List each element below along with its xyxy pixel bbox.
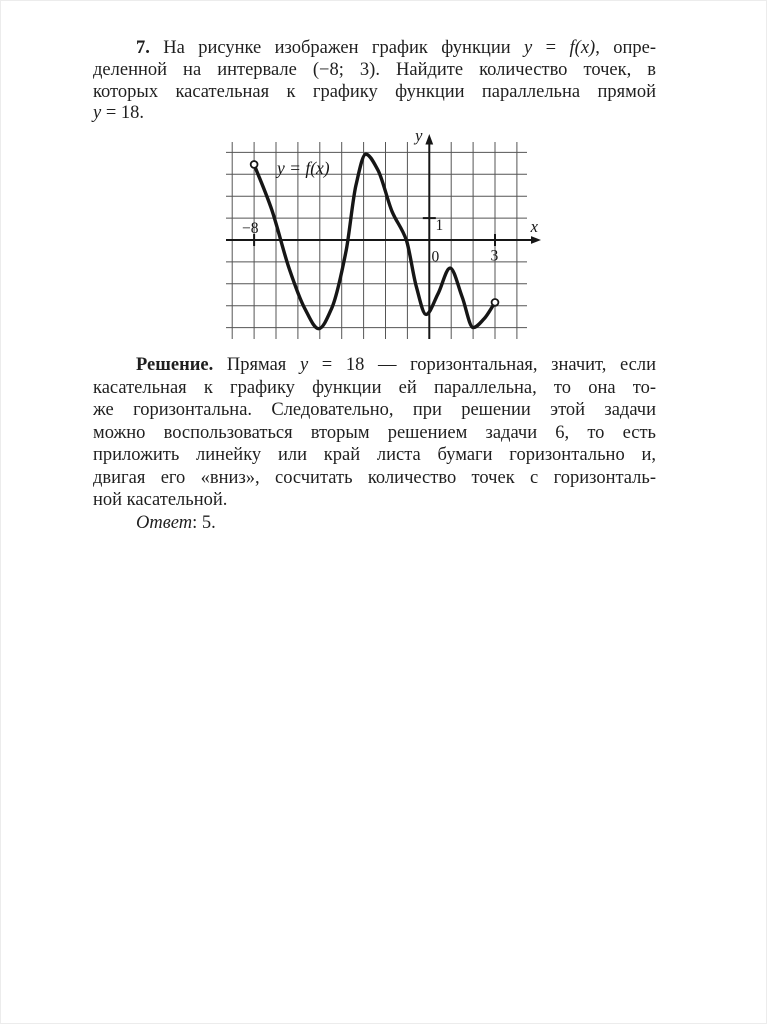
- solution-line-6: двигая его «вниз», сосчитать количество точек с горизонталь-: [93, 467, 656, 488]
- math-func: f(x): [569, 38, 596, 58]
- solution-paragraph: [93, 354, 656, 534]
- function-curve: [254, 154, 495, 329]
- problem-paragraph: [93, 38, 656, 125]
- problem-line-3: которых касательная к графику функции параллельна прямой: [93, 81, 656, 102]
- y-axis-label: y: [415, 126, 423, 145]
- solution-line-3: же горизонтальна. Следовательно, при решении этой задачи: [93, 400, 656, 420]
- x-tick-label-minus8: −8: [242, 220, 259, 237]
- open-endpoint-right: [492, 299, 499, 306]
- problem-line-2: деленной на интервале (−8; 3). Найдите количество точек, в: [93, 59, 656, 80]
- solution-line-1: Решение. Прямая y = 18 — горизонтальная, значит, если: [136, 355, 656, 375]
- y-tick-label-1: 1: [435, 217, 444, 234]
- answer-label: Ответ: [136, 512, 193, 533]
- solution-heading: Решение.: [136, 355, 214, 375]
- answer-value: : 5.: [192, 512, 216, 533]
- x-axis-label: x: [530, 217, 538, 236]
- answer-line: [93, 512, 656, 535]
- math-var: y: [299, 355, 309, 375]
- problem-number: 7.: [136, 38, 150, 58]
- solution-line-5: приложить линейку или край листа бумаги горизонтально и,: [93, 445, 656, 465]
- math-var: y: [524, 38, 533, 58]
- problem-line-4: y = 18.: [93, 103, 145, 124]
- curve-label: y = f(x): [277, 158, 330, 178]
- math-var: y: [93, 103, 102, 124]
- origin-label: 0: [431, 248, 440, 266]
- problem-line-1: 7. На рисунке изображен график функции y = f(x), опре-: [136, 38, 657, 58]
- x-tick-label-3: 3: [490, 247, 499, 265]
- solution-line-7: ной касательной.: [93, 490, 228, 510]
- function-graph-figure: [225, 126, 545, 348]
- solution-line-2: касательная к графику функции ей параллельна, то она то-: [93, 377, 656, 398]
- solution-line-4: можно воспользоваться вторым решением задачи 6, то есть: [93, 422, 656, 443]
- axes: [226, 134, 541, 339]
- open-endpoint-left: [251, 161, 258, 168]
